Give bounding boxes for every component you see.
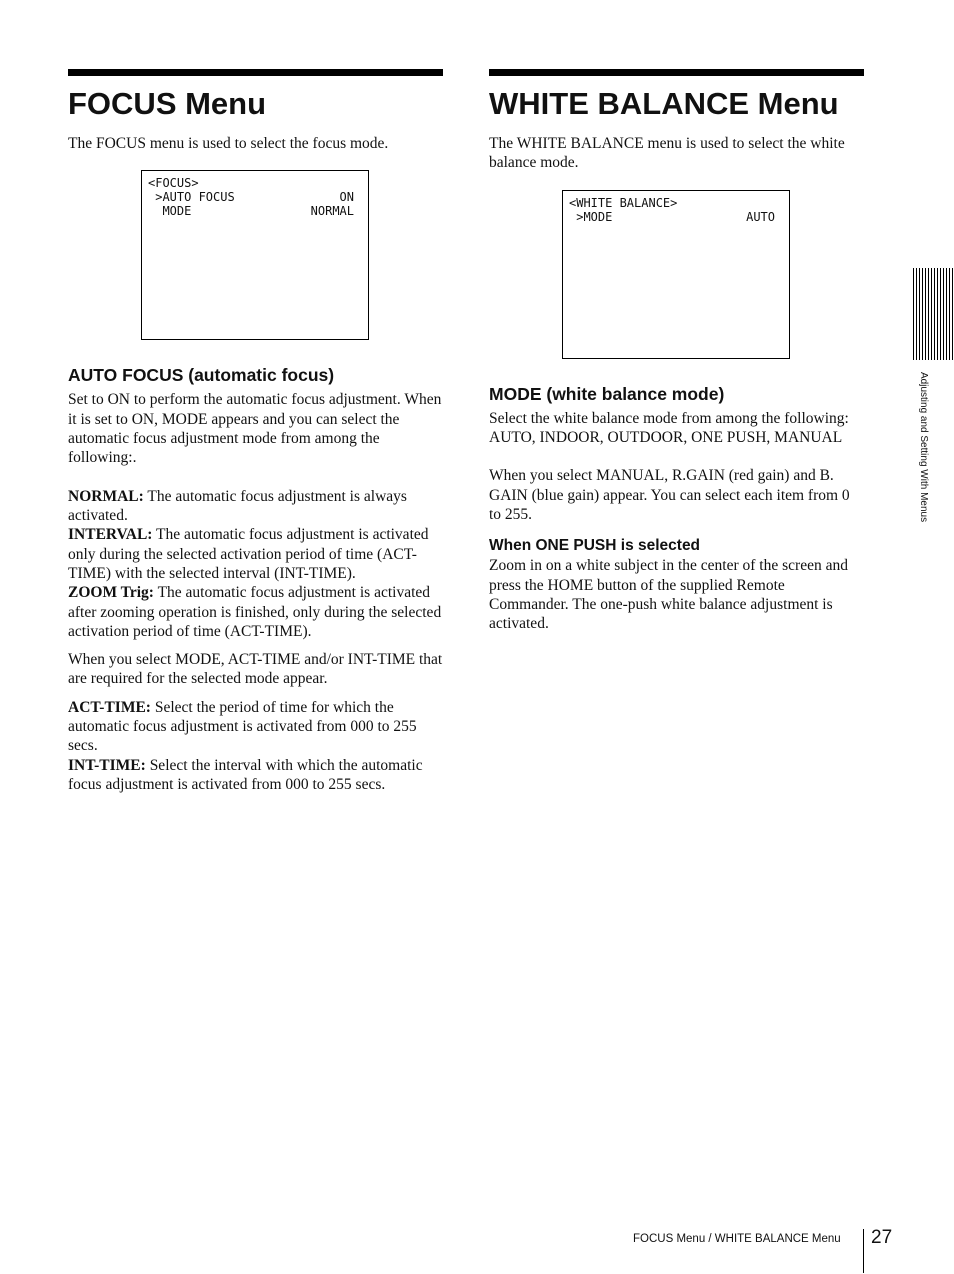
int-time-desc: Select the interval with which the automatic focus adjustment is activated from 000 to 255 secs. [68,756,423,793]
title-rule [68,69,443,76]
right-column [489,69,864,634]
osd-row-label: >MODE [569,209,613,224]
wb-mode-intro: Select the white balance mode from among the following: [489,409,849,427]
interval-desc: The automatic focus adjustment is activated only during the selected activation period of time (ACT-TIME) with the selected interval (INT-TIME). [68,526,429,582]
zoom-definition [68,583,443,641]
wb-mode-list: AUTO, INDOOR, OUTDOOR, ONE PUSH, MANUAL [489,428,843,446]
act-time-desc: Select the period of time for which the automatic focus adjustment is activated from 000 to 255 secs. [68,698,417,755]
wb-mode-heading: MODE (white balance mode) [489,383,725,404]
one-push-heading: When ONE PUSH is selected [489,537,701,555]
white-balance-osd-screen [562,190,790,359]
side-tab-label: Adjusting and Setting With Menus [918,372,929,523]
footer-title: FOCUS Menu / WHITE BALANCE Menu [633,1233,841,1245]
focus-osd-screen [141,170,369,340]
manual-note: When you select MANUAL, R.GAIN (red gain) and B. GAIN (blue gain) appear. You can select each item from 0 to 255. [489,467,850,524]
zoom-term: ZOOM Trig: [68,584,154,602]
normal-term: NORMAL: [68,487,144,505]
osd-row-label: MODE [148,204,192,219]
osd-header: <FOCUS> [148,176,199,191]
interval-definition [68,525,443,583]
osd-row-value: ON [339,190,354,205]
osd-row-value: AUTO [746,209,775,224]
act-time-definition [68,698,443,756]
osd-header: <WHITE BALANCE> [569,195,678,210]
normal-definition [68,487,443,526]
osd-row-value: NORMAL [310,204,354,219]
int-time-definition [68,756,443,795]
interval-term: INTERVAL: [68,526,153,544]
normal-desc: The automatic focus adjustment is always activated. [68,487,407,525]
white-balance-menu-title: WHITE BALANCE Menu [489,86,839,121]
page-number: 27 [871,1227,893,1248]
title-rule [489,69,864,76]
zoom-desc: The automatic focus adjustment is activated after zooming operation is finished, only during the selected activation period of time (ACT-TIME). [68,584,442,640]
one-push-desc: Zoom in on a white subject in the center of the screen and press the HOME button of the supplied Remote Commander. The one-push white balance adjustment is activated. [489,557,848,633]
osd-row-label: >AUTO FOCUS [148,190,235,205]
white-balance-intro: The WHITE BALANCE menu is used to select the white balance mode. [489,135,845,172]
auto-focus-intro: Set to ON to perform the automatic focus adjustment. When it is set to ON, MODE appears and you can select the automatic focus adjustment mode from among the following:. [68,391,442,467]
left-column [68,69,443,794]
side-tab-stripes [913,268,954,360]
footer-divider [863,1229,864,1273]
mode-note: When you select MODE, ACT-TIME and/or INT-TIME that are required for the selected mode appear. [68,651,443,688]
focus-intro: The FOCUS menu is used to select the focus mode. [68,135,389,152]
auto-focus-heading: AUTO FOCUS (automatic focus) [68,365,335,386]
focus-menu-title: FOCUS Menu [68,86,267,121]
act-time-term: ACT-TIME: [68,698,151,716]
int-time-term: INT-TIME: [68,756,146,774]
